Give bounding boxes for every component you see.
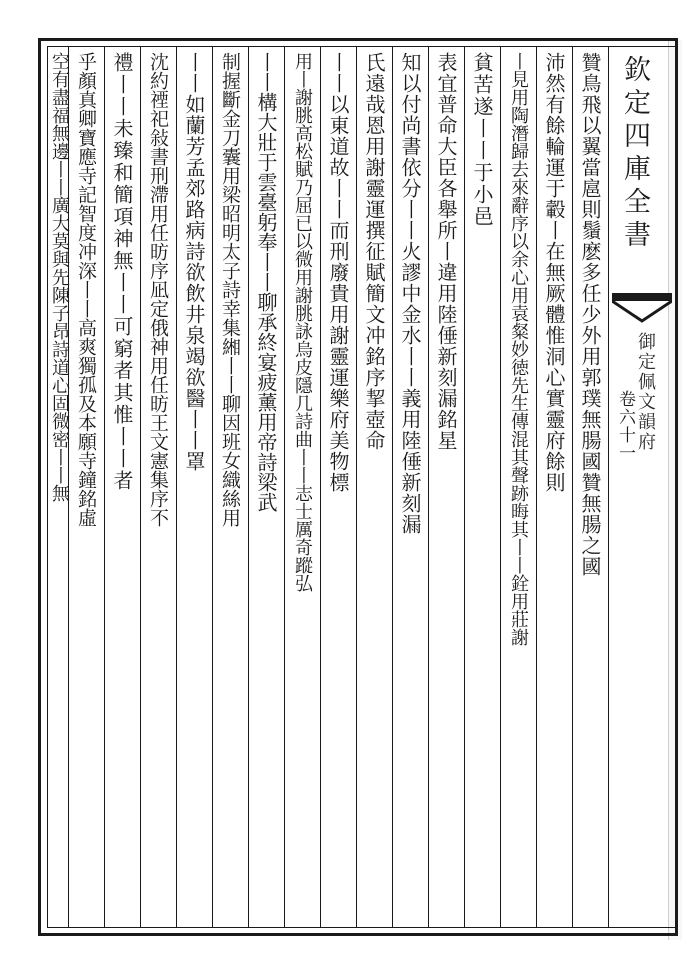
text-column-16: 空有盡福無邊丨丨廣大莫與先陳子昂詩道心固微密丨丨無 xyxy=(49,52,70,502)
text-column-10: 丨丨構大壯于雲臺躬奉丨丨聊承終宴疲薰用帝詩梁武 xyxy=(254,52,278,512)
volume-label: 卷六十一 xyxy=(615,390,635,462)
text-column-8: 丨丨以東道故丨丨而刑廢貴用謝靈運樂府美物標 xyxy=(326,52,350,493)
column-rule xyxy=(608,47,609,927)
text-column-1: 贊鳥飛以翼當扈則鬚麽多任少外用郭璞無腸國贊無腸之國 xyxy=(578,52,602,577)
text-column-5: 表宜普命大臣各舉所丨違用陸倕新刻漏銘星 xyxy=(434,52,458,451)
text-column-13: 沈約禋祀敍書刑滯用任昉序凪定俄神用任昉王文憲集序不 xyxy=(147,52,169,527)
text-column-9: 用丨謝朓高松賦乃屈已以微用謝朓詠烏皮隱几詩曲丨丨志士厲奇蹤弘 xyxy=(292,52,313,592)
text-column-11: 制握斷金刀囊用梁昭明太子詩幸集緗丨丨聊因班女織絲用 xyxy=(219,52,241,527)
fishtail-mark-icon xyxy=(612,293,672,323)
text-column-14: 禮丨丨未臻和簡項神無丨丨可窮者其惟丨丨者 xyxy=(110,52,134,492)
text-column-4: 貧苦遂丨丨于小邑 xyxy=(470,52,494,228)
text-column-15: 乎顏真卿寶應寺記智度冲深丨丨高爽獨孤及本願寺鐘銘虛 xyxy=(75,52,97,527)
text-column-6: 知以付尚書依分丨丨火謬中金水丨丨義用陸倕新刻漏 xyxy=(398,52,422,535)
book-sub-title: 御定佩文韻府 xyxy=(635,332,656,452)
book-title: 欽定四庫全書 xyxy=(619,55,650,253)
text-column-7: 氏遠哉恩用謝靈運撰征賦簡文冲銘序挈壺命 xyxy=(362,52,386,451)
text-column-2: 沛然有餘輪運于轂丨在無厥體惟洞心實靈府餘則 xyxy=(542,52,566,493)
text-column-12: 丨丨如蘭芳孟郊路病詩欲飲井泉竭欲醫丨丨罩 xyxy=(182,52,206,472)
text-column-3: 丨見用陶潛歸去來辭序以余心用袁粲妙徳先生傳混其聲跡晦其丨丨銓用莊謝 xyxy=(508,52,529,646)
